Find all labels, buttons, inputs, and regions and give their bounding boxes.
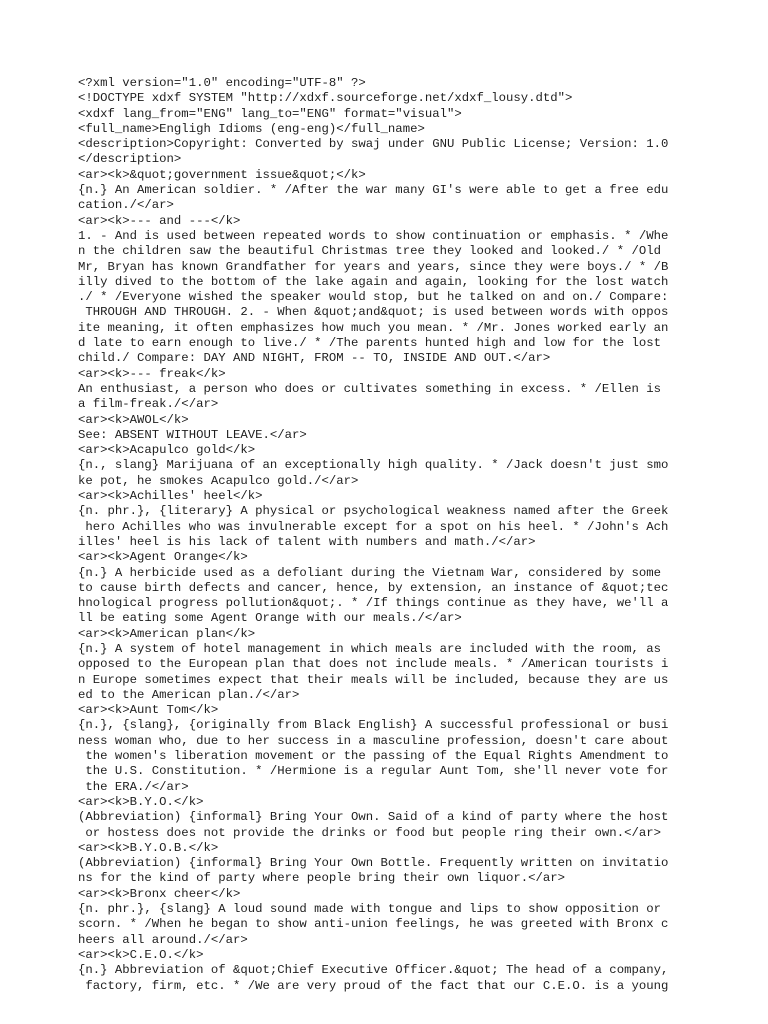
text-line: the women's liberation movement or the passing of the Equal Rights Amendment to bbox=[78, 749, 669, 764]
text-line: <?xml version="1.0" encoding="UTF-8" ?> bbox=[78, 76, 366, 90]
text-line: <ar><k>B.Y.O.B.</k> bbox=[78, 840, 219, 855]
text-line: ke pot, he smokes Acapulco gold./</ar> bbox=[78, 473, 359, 488]
text-line: hero Achilles who was invulnerable except for a spot on his heel. * /John's Ach bbox=[78, 519, 669, 534]
text-line: child./ Compare: DAY AND NIGHT, FROM -- TO, INSIDE AND OUT.</ar> bbox=[78, 351, 551, 366]
text-line: <ar><k>Achilles' heel</k> bbox=[78, 489, 263, 504]
text-line: <ar><k>Agent Orange</k> bbox=[78, 550, 248, 565]
text-line: Mr, Bryan has known Grandfather for years and years, since they were boys./ * /B bbox=[78, 259, 669, 274]
text-line: ns for the kind of party where people bring their own liquor.</ar> bbox=[78, 871, 566, 886]
text-line: <ar><k>American plan</k> bbox=[78, 626, 256, 641]
text-line: ness woman who, due to her success in a masculine profession, doesn't care about bbox=[78, 733, 669, 748]
text-line: heers all around./</ar> bbox=[78, 932, 248, 947]
text-line: </description> bbox=[78, 152, 182, 167]
text-line: hnological progress pollution&quot;. * /If things continue as they have, we'll a bbox=[78, 596, 669, 611]
text-line: <ar><k>B.Y.O.</k> bbox=[78, 794, 204, 809]
text-line: <ar><k>Bronx cheer</k> bbox=[78, 886, 241, 901]
text-line: cation./</ar> bbox=[78, 198, 174, 213]
text-line: scorn. * /When he began to show anti-union feelings, he was greeted with Bronx c bbox=[78, 917, 669, 932]
text-line: <description>Copyright: Converted by swaj under GNU Public License; Version: 1.0 bbox=[78, 137, 669, 152]
text-line: or hostess does not provide the drinks or food but people ring their own.</ar> bbox=[78, 825, 661, 840]
text-line: to cause birth defects and cancer, hence, by extension, an instance of &quot;tec bbox=[78, 580, 669, 595]
text-line: See: ABSENT WITHOUT LEAVE.</ar> bbox=[78, 427, 307, 442]
text-line: <full_name>Engligh Idioms (eng-eng)</full_name> bbox=[78, 121, 425, 136]
text-line: {n.} A system of hotel management in which meals are included with the room, as bbox=[78, 641, 661, 656]
text-line: {n.} A herbicide used as a defoliant during the Vietnam War, considered by some bbox=[78, 565, 661, 580]
text-line: ./ * /Everyone wished the speaker would stop, but he talked on and on./ Compare: bbox=[78, 290, 669, 305]
text-line: <!DOCTYPE xdxf SYSTEM "http://xdxf.sourceforge.net/xdxf_lousy.dtd"> bbox=[78, 91, 573, 106]
text-line: <ar><k>--- and ---</k> bbox=[78, 213, 241, 228]
text-line: (Abbreviation) {informal} Bring Your Own. Said of a kind of party where the host bbox=[78, 810, 669, 825]
text-line: An enthusiast, a person who does or cultivates something in excess. * /Ellen is bbox=[78, 381, 661, 396]
text-line: {n. phr.}, {slang} A loud sound made with tongue and lips to show opposition or bbox=[78, 902, 661, 917]
text-line: {n.} An American soldier. * /After the war many GI's were able to get a free edu bbox=[78, 183, 669, 198]
text-line: n the children saw the beautiful Christmas tree they looked and looked./ * /Old bbox=[78, 244, 661, 259]
text-line: (Abbreviation) {informal} Bring Your Own Bottle. Frequently written on invitatio bbox=[78, 856, 669, 871]
text-line: ite meaning, it often emphasizes how much you mean. * /Mr. Jones worked early an bbox=[78, 320, 669, 335]
text-line: 1. - And is used between repeated words to show continuation or emphasis. * /Whe bbox=[78, 228, 669, 243]
text-line: <ar><k>AWOL</k> bbox=[78, 412, 189, 427]
document-page bbox=[78, 76, 698, 994]
text-line: factory, firm, etc. * /We are very proud of the fact that our C.E.O. is a young bbox=[78, 978, 669, 993]
text-line: <ar><k>&quot;government issue&quot;</k> bbox=[78, 167, 366, 182]
text-line: <ar><k>Acapulco gold</k> bbox=[78, 443, 256, 458]
text-line: <ar><k>--- freak</k> bbox=[78, 366, 226, 381]
text-line: {n. phr.}, {literary} A physical or psychological weakness named after the Greek bbox=[78, 504, 669, 519]
text-line: <ar><k>C.E.O.</k> bbox=[78, 947, 204, 962]
text-line: n Europe sometimes expect that their meals will be included, because they are us bbox=[78, 672, 669, 687]
text-line: d late to earn enough to live./ * /The parents hunted high and low for the lost bbox=[78, 336, 661, 351]
text-line: <ar><k>Aunt Tom</k> bbox=[78, 703, 219, 718]
text-line: {n., slang} Marijuana of an exceptionally high quality. * /Jack doesn't just smo bbox=[78, 458, 669, 473]
text-line: <xdxf lang_from="ENG" lang_to="ENG" format="visual"> bbox=[78, 106, 462, 121]
text-line: illy dived to the bottom of the lake again and again, looking for the lost watch bbox=[78, 274, 669, 289]
text-line: illes' heel is his lack of talent with numbers and math./</ar> bbox=[78, 534, 536, 549]
text-line: {n.} Abbreviation of &quot;Chief Executive Officer.&quot; The head of a company, bbox=[78, 963, 669, 978]
text-line: opposed to the European plan that does not include meals. * /American tourists i bbox=[78, 657, 669, 672]
text-line: the ERA./</ar> bbox=[78, 779, 189, 794]
text-line: the U.S. Constitution. * /Hermione is a regular Aunt Tom, she'll never vote for bbox=[78, 764, 669, 779]
text-line: {n.}, {slang}, {originally from Black English} A successful professional or busi bbox=[78, 718, 669, 733]
text-line: ed to the American plan./</ar> bbox=[78, 687, 300, 702]
text-line: ll be eating some Agent Orange with our meals./</ar> bbox=[78, 611, 462, 626]
text-line: THROUGH AND THROUGH. 2. - When &quot;and&quot; is used between words with oppos bbox=[78, 305, 669, 320]
text-line: a film-freak./</ar> bbox=[78, 397, 219, 412]
